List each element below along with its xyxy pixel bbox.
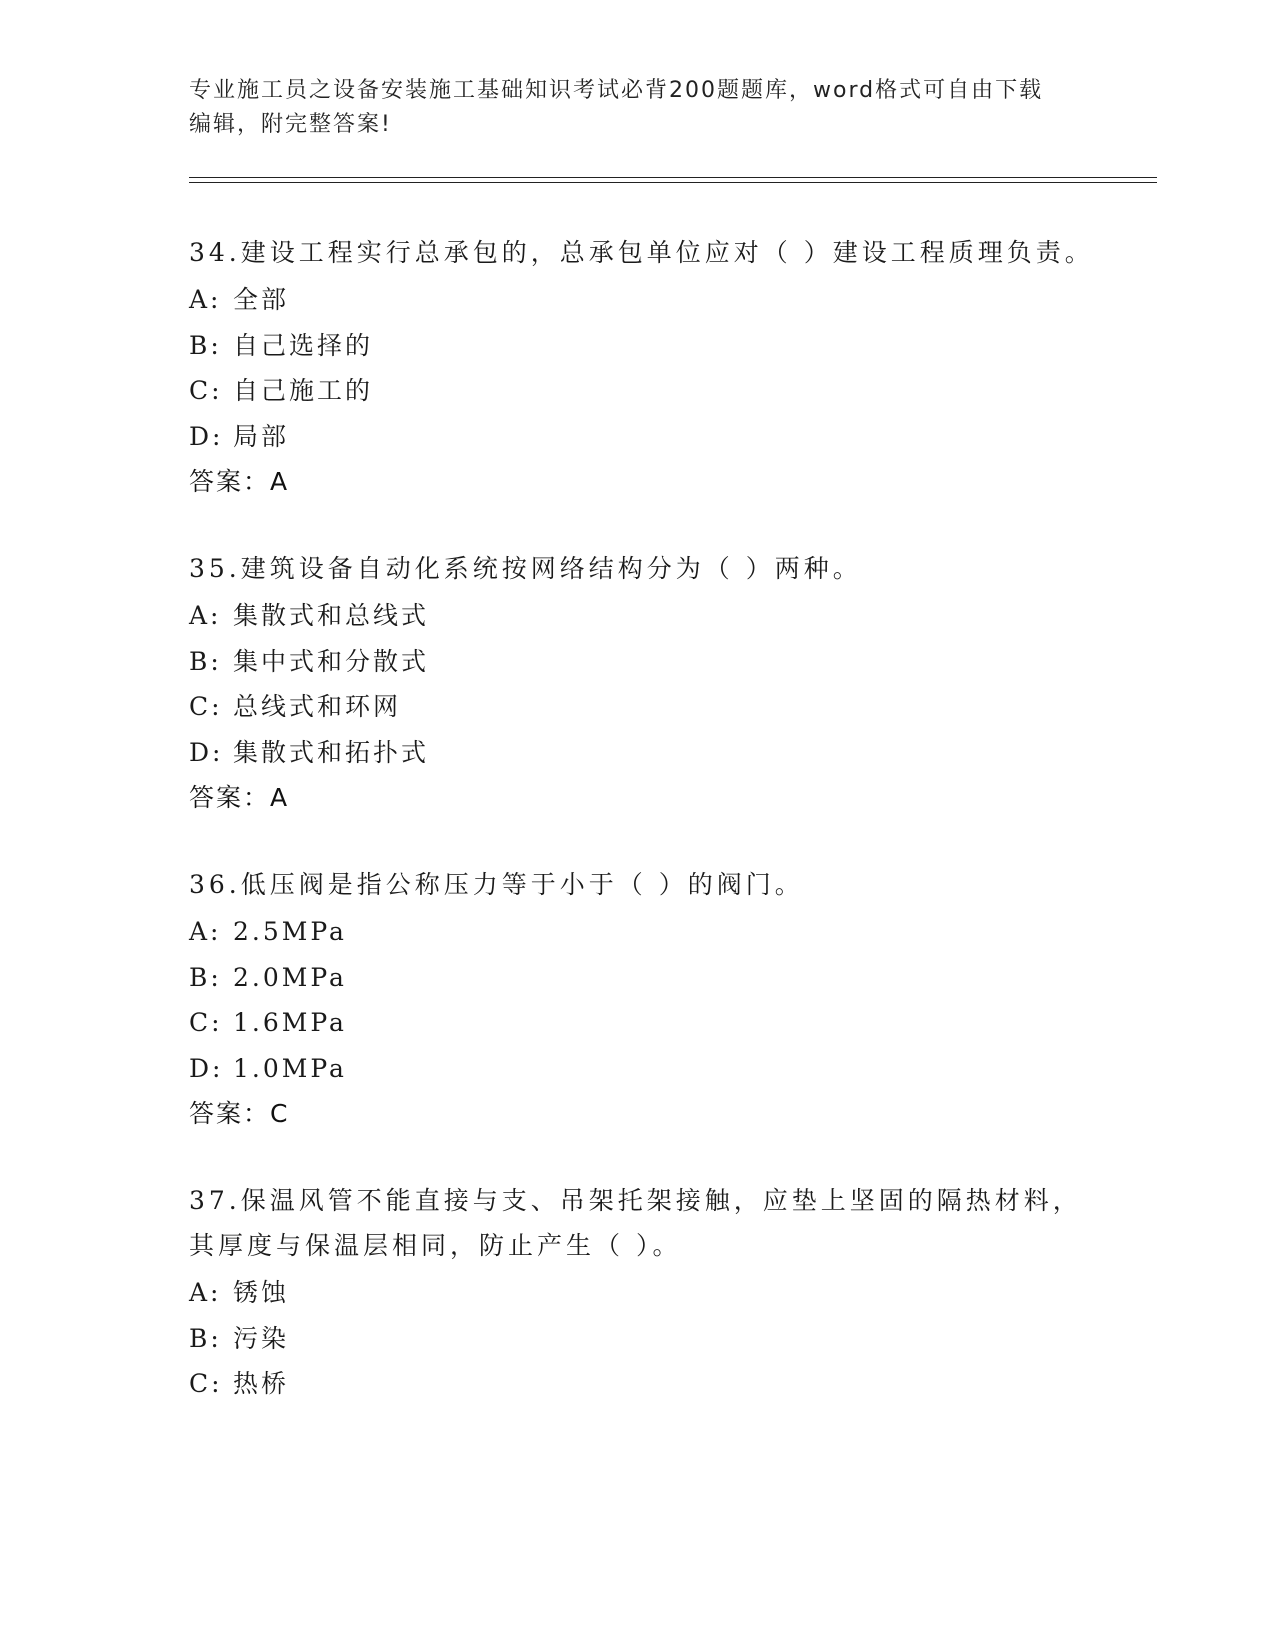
option-key: A: <box>189 917 222 946</box>
question-stem: 35.建筑设备自动化系统按网络结构分为（ ）两种。 <box>189 554 862 583</box>
option-text: 集散式和总线式 <box>233 601 430 630</box>
option-key: C: <box>189 1369 223 1398</box>
option-text: 自己施工的 <box>233 376 374 405</box>
option-key: B: <box>189 330 222 360</box>
option-text: 污染 <box>233 1323 290 1353</box>
option-text: 全部 <box>233 285 290 314</box>
option-key: A: <box>189 1278 222 1307</box>
question-list <box>189 230 1109 1449</box>
option-key: C: <box>189 376 223 405</box>
option-a <box>189 909 1109 955</box>
option-text: 锈蚀 <box>233 1278 290 1307</box>
header-line-1: 专业施工员之设备安装施工基础知识考试必背200题题库，word格式可自由下载 <box>189 78 1044 103</box>
option-a <box>189 277 1109 323</box>
option-key: A: <box>189 285 222 314</box>
question-stem: 36.低压阀是指公称压力等于小于（ ）的阀门。 <box>189 870 804 899</box>
option-key: A: <box>189 601 222 630</box>
option-text: 局部 <box>233 421 290 451</box>
option-text: 总线式和环网 <box>233 692 402 721</box>
question-37 <box>189 1178 1109 1407</box>
option-text: 自己选择的 <box>233 330 374 360</box>
option-a <box>189 593 1109 639</box>
option-key: B: <box>189 962 222 992</box>
option-key: C: <box>189 692 223 721</box>
answer-label: 答案：A <box>189 467 290 496</box>
option-text: 集中式和分散式 <box>233 646 430 676</box>
option-c <box>189 684 1109 730</box>
option-key: D: <box>189 737 224 767</box>
option-b <box>189 323 1109 369</box>
option-key: D: <box>189 421 224 451</box>
question-stem: 34.建设工程实行总承包的，总承包单位应对（ ）建设工程质理负责。 <box>189 238 1094 267</box>
option-b <box>189 955 1109 1001</box>
header-divider-bottom <box>189 182 1157 183</box>
option-c <box>189 368 1109 414</box>
option-key: D: <box>189 1053 224 1083</box>
option-d <box>189 1046 1109 1092</box>
option-d <box>189 730 1109 776</box>
option-text: 2.5MPa <box>233 917 347 946</box>
option-key: B: <box>189 646 222 676</box>
answer-label: 答案：C <box>189 1099 290 1128</box>
option-text: 2.0MPa <box>233 962 347 992</box>
option-text: 1.6MPa <box>233 1008 347 1037</box>
option-text: 1.0MPa <box>233 1053 347 1083</box>
option-text: 热桥 <box>233 1369 290 1398</box>
question-stem: 37.保温风管不能直接与支、吊架托架接触，应垫上坚固的隔热材料，其厚度与保温层相同，防止产生（ ）。 <box>189 1186 1082 1260</box>
option-text: 集散式和拓扑式 <box>233 737 430 767</box>
document-header <box>189 74 1089 142</box>
question-35 <box>189 546 1109 820</box>
answer-label: 答案：A <box>189 783 290 812</box>
question-36 <box>189 862 1109 1136</box>
option-c <box>189 1000 1109 1046</box>
header-divider-top <box>189 177 1157 178</box>
question-34 <box>189 230 1109 504</box>
option-d <box>189 414 1109 460</box>
option-b <box>189 1316 1109 1362</box>
option-key: C: <box>189 1008 223 1037</box>
option-b <box>189 639 1109 685</box>
option-key: B: <box>189 1323 222 1353</box>
option-a <box>189 1270 1109 1316</box>
option-c <box>189 1361 1109 1407</box>
header-line-2: 编辑，附完整答案! <box>189 112 392 137</box>
